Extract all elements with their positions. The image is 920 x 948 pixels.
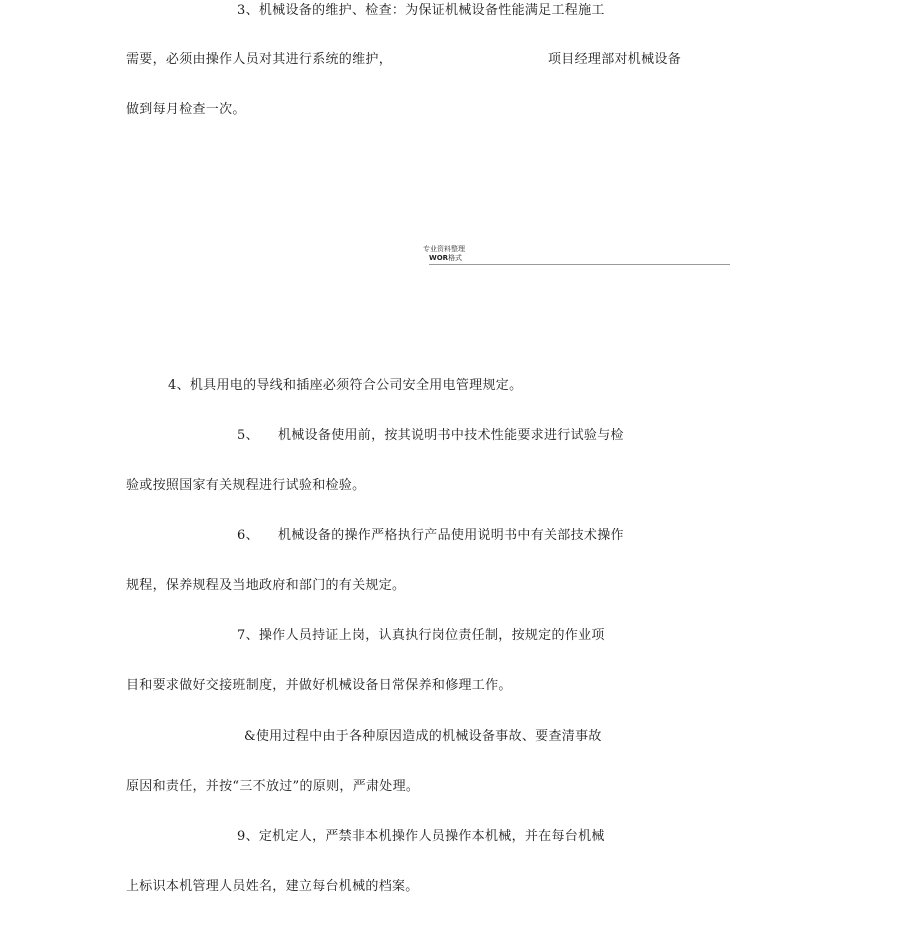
paragraph-6-line-2: 规程，保养规程及当地政府和部门的有关规定。 <box>126 578 406 593</box>
paragraph-7-line-1: 7、操作人员持证上岗，认真执行岗位责任制，按规定的作业项 <box>237 628 605 643</box>
paragraph-9-line-2: 上标识本机管理人员姓名，建立每台机械的档案。 <box>126 879 419 894</box>
footer-format-bold: WOR <box>429 254 449 262</box>
paragraph-7-line-2: 目和要求做好交接班制度，并做好机械设备日常保养和修理工作。 <box>126 678 512 693</box>
paragraph-3-line-2-right: 项目经理部对机械设备 <box>548 52 682 67</box>
footer-format-rest: 格式 <box>448 254 463 262</box>
paragraph-5-number: 5、 <box>237 428 259 443</box>
paragraph-5-line-1: 机械设备使用前，按其说明书中技术性能要求进行试验与检 <box>278 428 624 443</box>
footer-caption: 专业资料整理 <box>423 245 465 253</box>
paragraph-3-line-2-left: 需要，必须由操作人员对其进行系统的维护， <box>126 52 393 67</box>
paragraph-8-line-2: 原因和责任，并按“三不放过”的原则，严肃处理。 <box>126 779 420 794</box>
paragraph-4-line-1: 4、机具用电的导线和插座必须符合公司安全用电管理规定。 <box>168 378 523 393</box>
paragraph-9-line-1: 9、定机定人，严禁非本机操作人员操作本机械，并在每台机械 <box>237 829 605 844</box>
paragraph-6-number: 6、 <box>237 528 259 543</box>
footer-format-label <box>429 254 730 265</box>
paragraph-8-line-1: &使用过程中由于各种原因造成的机械设备事故、要查清事故 <box>244 729 602 744</box>
paragraph-5-line-2: 验或按照国家有关规程进行试验和检验。 <box>126 478 366 493</box>
paragraph-3-line-3: 做到每月检查一次。 <box>126 102 246 117</box>
page-footer <box>423 245 730 265</box>
paragraph-6-line-1: 机械设备的操作严格执行产品使用说明书中有关部技术操作 <box>278 528 624 543</box>
paragraph-3-line-1: 3、机械设备的维护、检查：为保证机械设备性能满足工程施工 <box>237 3 605 18</box>
